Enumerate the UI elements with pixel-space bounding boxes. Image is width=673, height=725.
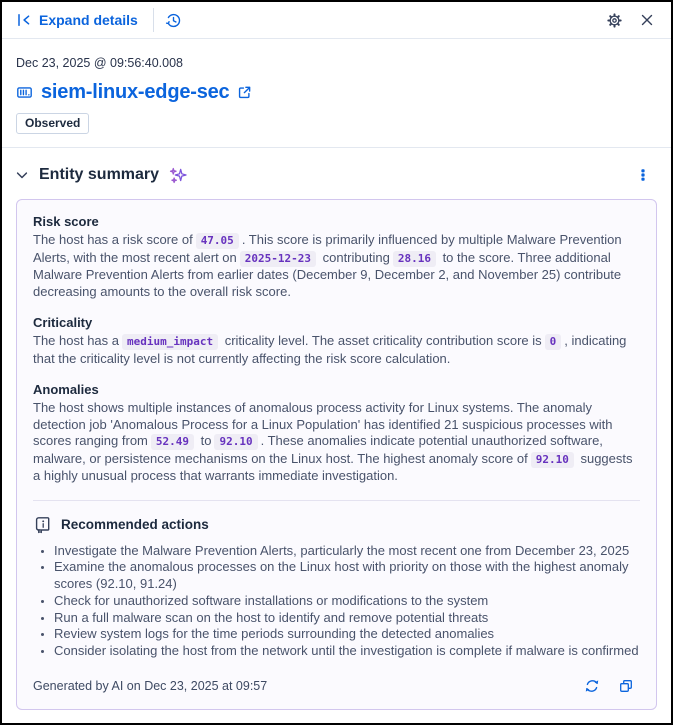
recommended-actions-header [33, 515, 640, 535]
entity-header [2, 39, 671, 134]
summary-options-button[interactable] [631, 163, 655, 187]
recommended-action-item: • Check for unauthorized software installations or modifications to the system [54, 593, 640, 610]
observed-badge: Observed [16, 113, 89, 134]
close-icon [639, 12, 655, 28]
inline-code-value: medium_impact [122, 334, 218, 350]
section-heading: Criticality [33, 315, 93, 330]
generated-by-text: Generated by AI on Dec 23, 2025 at 09:57 [33, 679, 268, 694]
flyout-header [2, 2, 671, 39]
host-name: siem-linux-edge-sec [41, 81, 230, 103]
history-button[interactable] [161, 8, 186, 33]
header-right-group [594, 8, 659, 33]
section-heading: Anomalies [33, 382, 99, 397]
section-paragraph: The host has a risk score of 47.05 . This score is primarily influenced by multiple Malware Prevention Alerts, with the most recent alert on 2025-12-23 contributing 28.16 to the score. Three additional Malware Prevention Alerts from earlier dates (December 9, December 2, and November 25) contribute decreasing amounts to the overall risk score. [33, 232, 622, 299]
sparkles-ai-icon [168, 166, 187, 185]
history-clock-icon [165, 12, 182, 29]
regenerate-button[interactable] [580, 674, 604, 698]
recommended-action-item: • Investigate the Malware Prevention Alerts, particularly the most recent one from December 23, 2025 [54, 543, 640, 560]
entity-timestamp: Dec 23, 2025 @ 09:56:40.008 [16, 56, 183, 70]
entity-summary-toggle[interactable] [14, 166, 187, 185]
section-heading: Risk score [33, 214, 99, 229]
section-paragraph: The host has a medium_impact criticality level. The asset criticality contribution score is 0 , indicating that the criticality level is not currently affecting the risk score calculation. [33, 333, 627, 366]
entity-summary-title: Entity summary [39, 166, 160, 183]
expand-details-button[interactable] [10, 8, 144, 32]
host-name-link[interactable] [41, 81, 252, 104]
inline-code-value: 2025-12-23 [240, 251, 316, 267]
section-paragraph: The host shows multiple instances of anomalous process activity for Linux systems. The anomaly detection job 'Anomalous Process for a Linux Population' has identified 21 suspicious processes with scores ranging from 52.49 to 92.10 . These anomalies indicate potential unauthorized software, malware, or persistence mechanisms on the Linux host. The highest anomaly score of 92.10 suggests a highly unusual process that warrants immediate investigation. [33, 400, 633, 483]
recommended-action-item: • Run a full malware scan on the host to identify and remove potential threats [54, 610, 640, 627]
entity-summary-header [2, 148, 671, 187]
copy-icon [618, 678, 634, 694]
book-info-icon [33, 515, 53, 535]
regenerate-icon [584, 678, 600, 694]
close-button[interactable] [635, 8, 659, 32]
popout-icon [237, 85, 252, 100]
inline-code-value: 92.10 [214, 434, 257, 450]
inline-code-value: 52.49 [151, 434, 194, 450]
recommended-action-item: • Examine the anomalous processes on the Linux host with priority on those with the highest anomaly scores (92.10, 91.24) [54, 559, 640, 593]
collapse-left-icon [16, 12, 32, 28]
summary-sections [33, 214, 640, 500]
settings-button[interactable] [602, 8, 627, 33]
inline-code-value: 0 [545, 334, 562, 350]
recommended-actions-title: Recommended actions [61, 517, 209, 532]
gear-icon [606, 12, 623, 29]
host-title-row [16, 81, 657, 104]
copy-button[interactable] [614, 674, 638, 698]
footer-actions [580, 674, 638, 698]
recommended-actions-list [33, 543, 640, 661]
inline-code-value: 47.05 [196, 233, 239, 249]
panel-divider [33, 500, 640, 501]
recommended-action-item: • Consider isolating the host from the network until the investigation is complete if malware is confirmed [54, 643, 640, 660]
chevron-down-icon [14, 167, 30, 183]
entity-summary-panel [16, 199, 657, 710]
panel-footer [33, 660, 640, 698]
expand-details-label: Expand details [39, 12, 138, 28]
header-left-group [10, 8, 186, 33]
storage-host-icon [16, 84, 33, 101]
inline-code-value: 92.10 [531, 452, 574, 468]
inline-code-value: 28.16 [393, 251, 436, 267]
header-divider [153, 8, 154, 32]
vertical-dots-menu-icon [635, 167, 651, 183]
recommended-action-item: • Review system logs for the time periods surrounding the detected anomalies [54, 626, 640, 643]
